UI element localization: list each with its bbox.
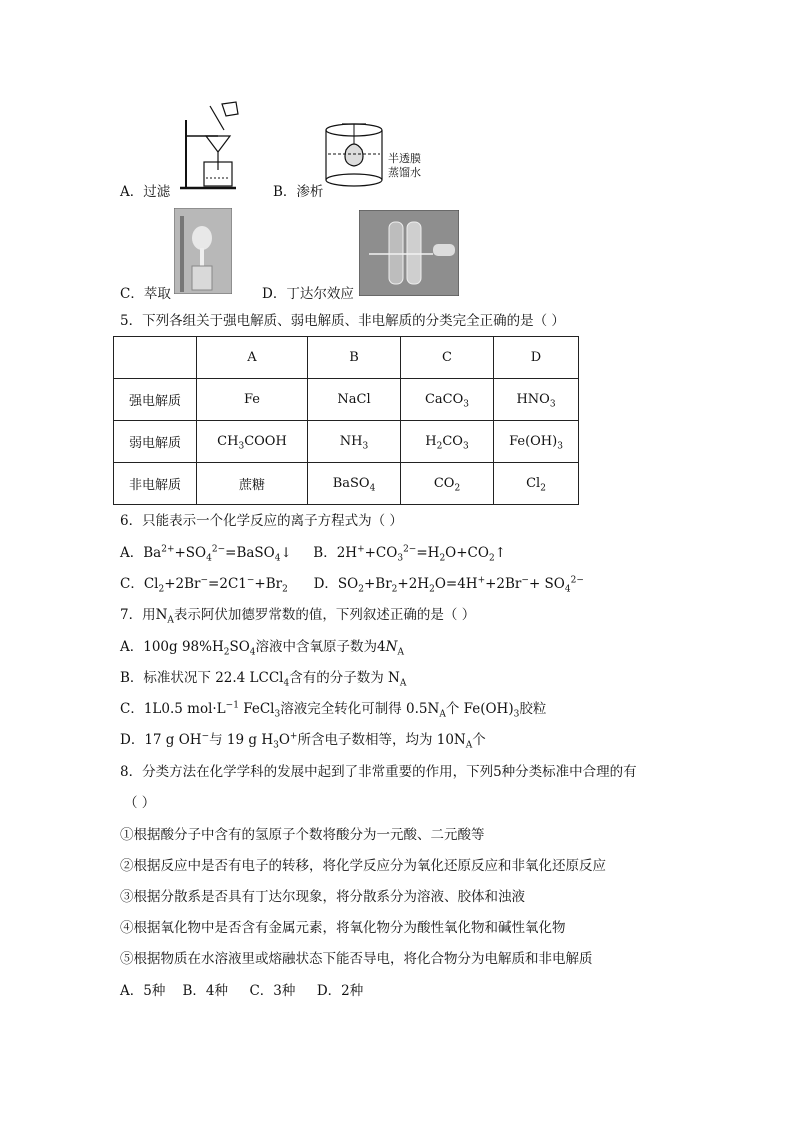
q7-option-a: A．100g $98\%H_2SO_4$溶液中含氧原子数为$4N_A$	[120, 639, 404, 658]
q4-option-c: C．萃取	[120, 286, 171, 302]
row-label-non: 非电解质	[114, 463, 197, 505]
q8-item-5: ⑤根据物质在水溶液里或熔融状态下能否导电，将化合物分为电解质和非电解质	[120, 951, 593, 967]
header-a: A	[197, 337, 308, 379]
q8-stem: 8．分类方法在化学学科的发展中起到了非常重要的作用，下列5种分类标准中合理的有	[120, 764, 637, 780]
q4-option-a: A．过滤	[120, 184, 171, 200]
row-label-weak: 弱电解质	[114, 421, 197, 463]
cell-strong-d: $HNO_3$	[494, 379, 579, 421]
q6-options-ab: A．$Ba^{2+}+SO_4^{2-}=BaSO_4↓$ B．$2H^++CO_3^{2-}=H_2O+CO_2↑$	[120, 544, 506, 564]
cell-non-d: $Cl_2$	[494, 463, 579, 505]
table-corner-cell	[114, 337, 197, 379]
tyndall-effect-photo	[359, 210, 459, 296]
cell-strong-c: CaCO$_3$	[401, 379, 494, 421]
q4-option-d: D．丁达尔效应	[262, 286, 354, 302]
table-row	[114, 421, 579, 463]
cell-strong-b: NaCl	[308, 379, 401, 421]
q7-option-c: C．1L0.5 $mol\cdot L^{-1}$ FeCl$_3$溶液完全转化可制得 $0.5N_A$个 $Fe(OH)_3$胶粒	[120, 700, 547, 720]
q8-item-1: ①根据酸分子中含有的氢原子个数将酸分为一元酸、二元酸等	[120, 827, 485, 843]
header-c: C	[401, 337, 494, 379]
q6-stem: 6．只能表示一个化学反应的离子方程式为（ ）	[120, 513, 403, 529]
row-label-strong: 强电解质	[114, 379, 197, 421]
electrolyte-table	[113, 336, 579, 505]
q7-option-b: B．标准状况下 22.4 LCCl$_4$含有的分子数为 $N_A$	[120, 670, 407, 689]
header-b: B	[308, 337, 401, 379]
distilled-water-label: 蒸馏水	[388, 166, 421, 179]
table-row	[114, 463, 579, 505]
q7-option-d: D．17 g OH−与 19 g $H_3O^+$所含电子数相等，均为 $10N_A$个	[120, 731, 486, 751]
q8-paren: （ ）	[124, 795, 156, 811]
dialysis-apparatus-figure	[322, 120, 388, 190]
cell-weak-c: $H_2CO_3$	[401, 421, 494, 463]
q4-option-b: B．渗析	[273, 184, 324, 200]
cell-non-b: BaSO$_4$	[308, 463, 401, 505]
cell-weak-a: $CH_3COOH$	[197, 421, 308, 463]
table-header-row	[114, 337, 579, 379]
table-row	[114, 379, 579, 421]
membrane-label: 半透膜	[388, 152, 421, 165]
cell-non-c: $CO_2$	[401, 463, 494, 505]
cell-weak-d: $Fe(OH)_3$	[494, 421, 579, 463]
filtration-apparatus-figure	[178, 100, 244, 192]
q8-item-2: ②根据反应中是否有电子的转移，将化学反应分为氧化还原反应和非氧化还原反应	[120, 858, 606, 874]
q5-stem: 5．下列各组关于强电解质、弱电解质、非电解质的分类完全正确的是（ ）	[120, 313, 565, 329]
q6-options-cd: C．$Cl_2+2Br^-=2C1^-+Br_2$ D．$SO_2+Br_2+2H_2O=4H^++2Br^-+ SO_4^{2-}$	[120, 575, 584, 595]
cell-strong-a: Fe	[197, 379, 308, 421]
q8-item-3: ③根据分散系是否具有丁达尔现象，将分散系分为溶液、胶体和浊液	[120, 889, 525, 905]
cell-non-a: 蔗糖	[197, 463, 308, 505]
extraction-photo	[174, 208, 232, 294]
q8-options: A．5种 B．4种 C．3种 D．2种	[120, 983, 364, 999]
q7-stem: 7．用$N_A$表示阿伏加德罗常数的值，下列叙述正确的是（ ）	[120, 607, 476, 626]
q8-item-4: ④根据氧化物中是否含有金属元素，将氧化物分为酸性氧化物和碱性氧化物	[120, 920, 566, 936]
header-d: D	[494, 337, 579, 379]
cell-weak-b: $NH_3$	[308, 421, 401, 463]
